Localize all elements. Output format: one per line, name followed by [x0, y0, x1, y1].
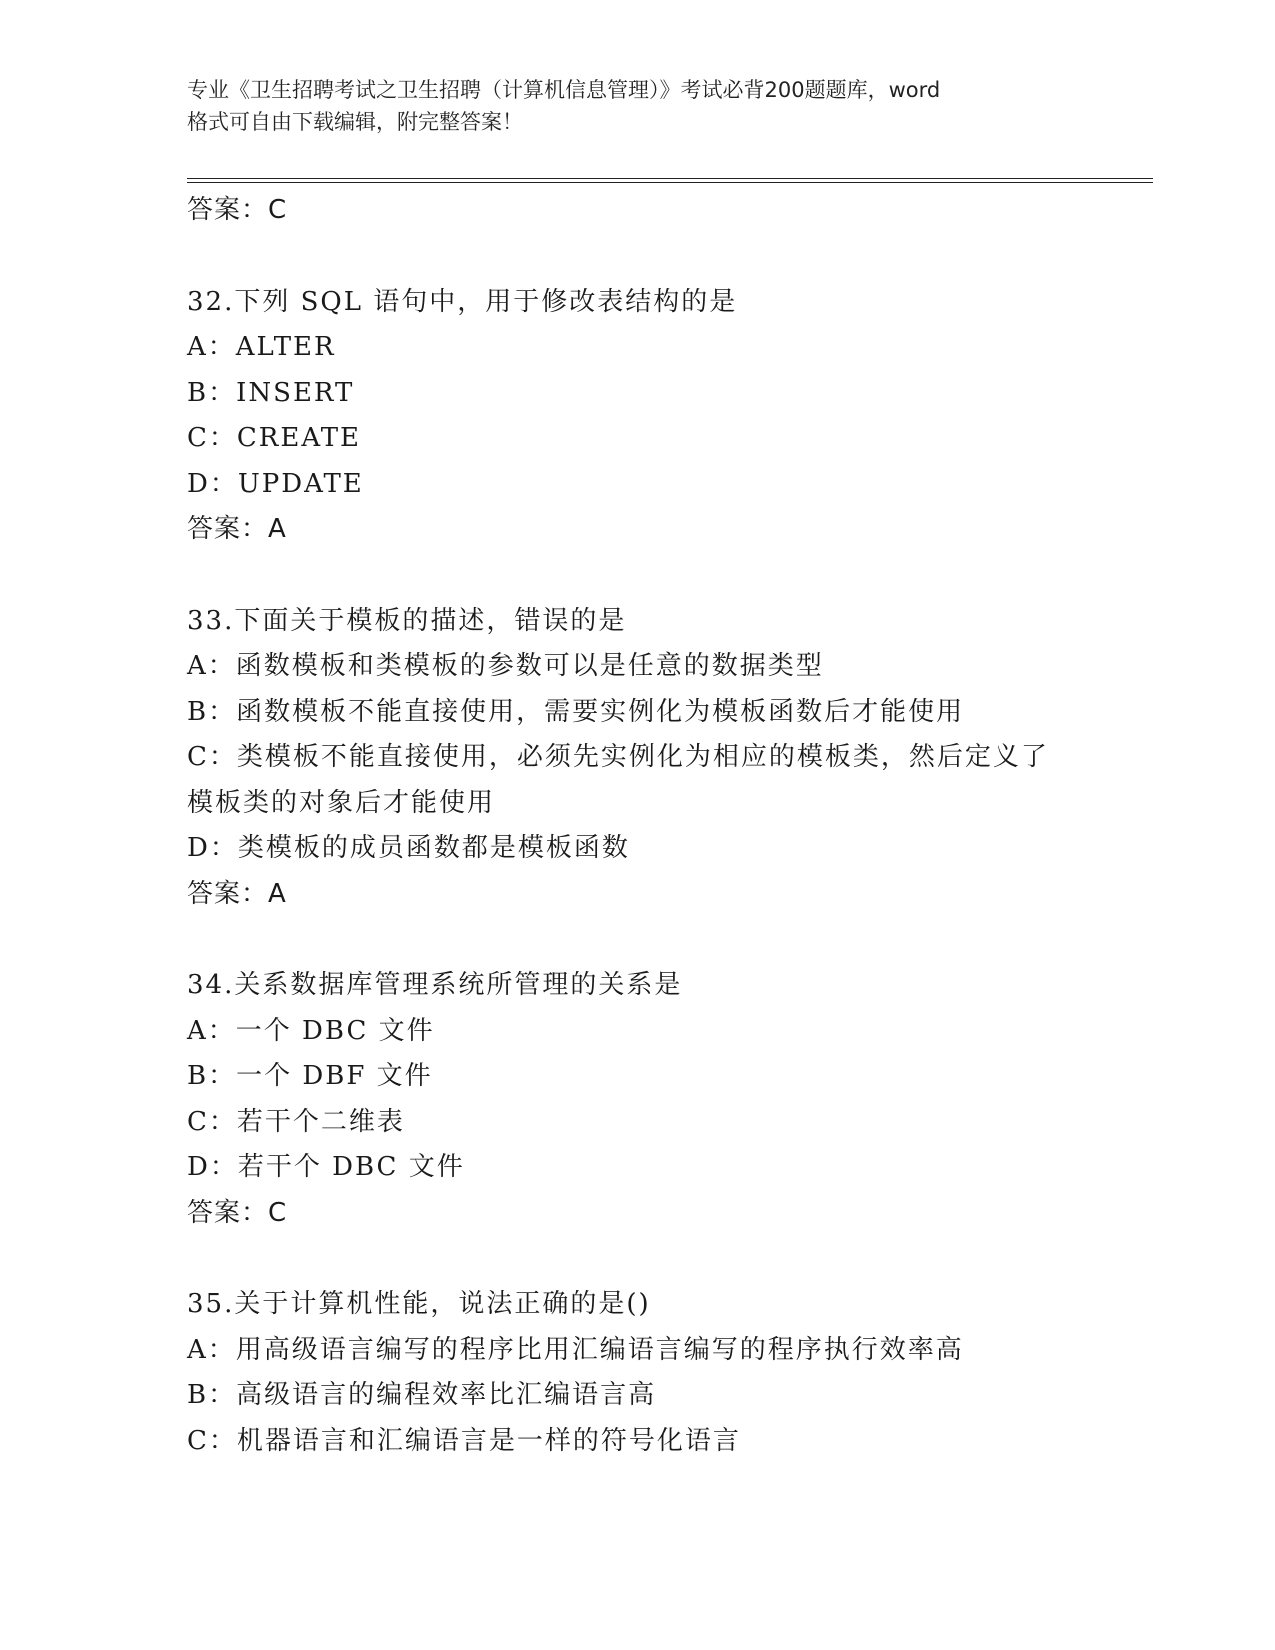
question-35	[187, 1282, 1147, 1464]
option-d: D：类模板的成员函数都是模板函数	[187, 833, 630, 863]
option-c: C：若干个二维表	[187, 1106, 405, 1137]
question-stem: 32.下列 SQL 语句中，用于修改表结构的是	[187, 286, 738, 317]
question-stem: 34.关系数据库管理系统所管理的关系是	[187, 970, 683, 1000]
previous-answer: 答案：C	[187, 195, 288, 225]
document-header	[187, 74, 1087, 138]
header-line-1: 专业《卫生招聘考试之卫生招聘（计算机信息管理）》考试必背200题题库，word	[187, 78, 941, 102]
option-a: A：一个 DBC 文件	[187, 1015, 435, 1046]
option-c: C：CREATE	[187, 423, 362, 453]
question-stem: 33.下面关于模板的描述，错误的是	[187, 605, 627, 636]
option-a: A：函数模板和类模板的参数可以是任意的数据类型	[187, 651, 824, 681]
option-b: B：高级语言的编程效率比汇编语言高	[187, 1380, 657, 1410]
header-divider-top	[187, 178, 1153, 179]
option-a: A：ALTER	[187, 332, 336, 362]
question-stem: 35.关于计算机性能，说法正确的是()	[187, 1289, 651, 1319]
option-c-continued: 模板类的对象后才能使用	[187, 787, 496, 818]
header-divider-bottom	[187, 182, 1153, 183]
option-c: C：机器语言和汇编语言是一样的符号化语言	[187, 1425, 741, 1456]
option-b: B：一个 DBF 文件	[187, 1061, 433, 1091]
answer: 答案：A	[187, 878, 287, 909]
option-b: B：INSERT	[187, 377, 355, 408]
question-32	[187, 280, 1147, 553]
answer: 答案：A	[187, 514, 287, 544]
answer: 答案：C	[187, 1197, 288, 1228]
option-b: B：函数模板不能直接使用，需要实例化为模板函数后才能使用	[187, 696, 965, 727]
question-33	[187, 599, 1147, 918]
option-d: D：若干个 DBC 文件	[187, 1152, 465, 1182]
option-a: A：用高级语言编写的程序比用汇编语言编写的程序执行效率高	[187, 1334, 964, 1365]
option-d: D：UPDATE	[187, 468, 364, 499]
option-c: C：类模板不能直接使用，必须先实例化为相应的模板类，然后定义了	[187, 742, 1049, 772]
document-body	[187, 188, 1147, 1464]
header-line-2: 格式可自由下载编辑，附完整答案！	[187, 110, 523, 134]
question-34	[187, 963, 1147, 1236]
